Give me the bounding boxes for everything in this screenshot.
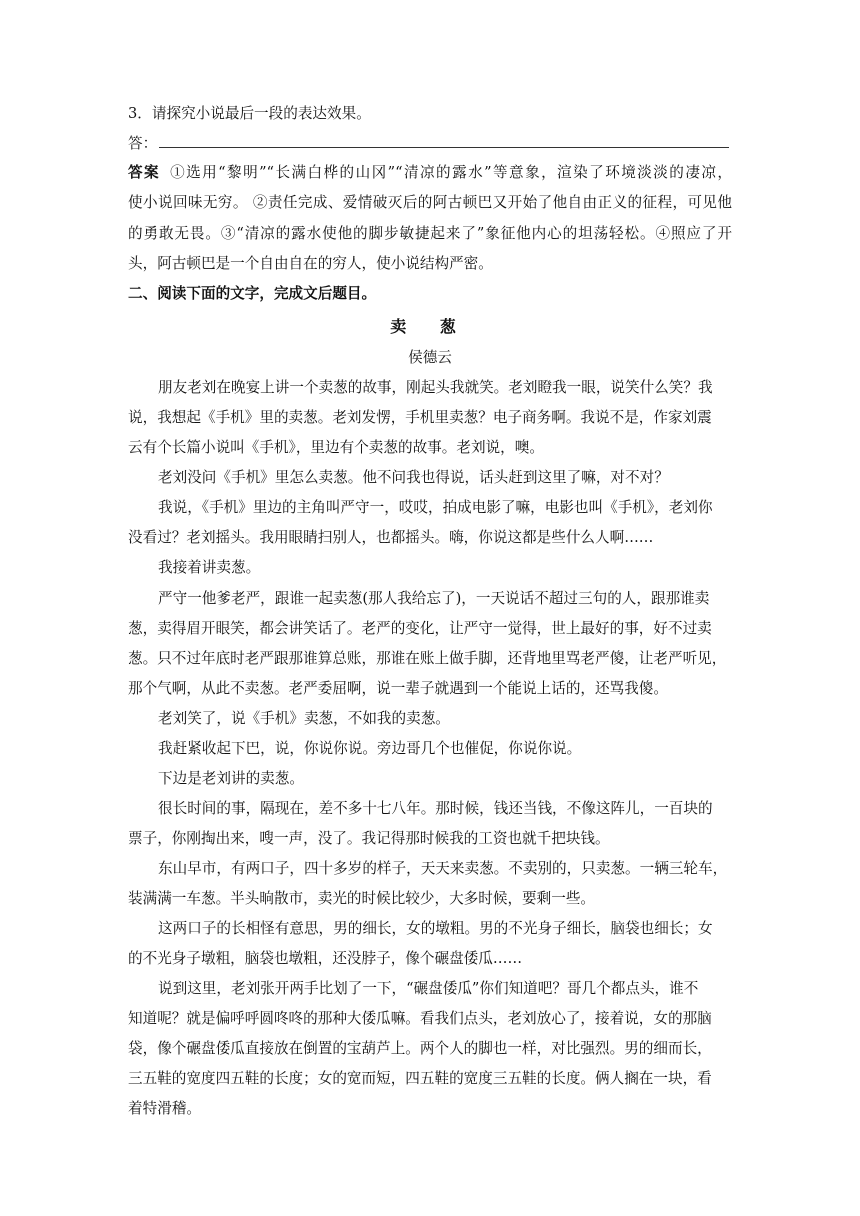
answer-line-2: 使小说回味无穷。 ②责任完成、爱情破灭后的阿古顿巴又开始了他自由正义的征程，可见他 bbox=[128, 194, 732, 211]
story-line: 老刘没问《手机》里怎么卖葱。他不问我也得说，话头赶到这里了嘛，对不对？ bbox=[158, 469, 669, 486]
story-line: 没看过？老刘摇头。我用眼睛扫别人，也都摇头。嗨，你说这都是些什么人啊…… bbox=[128, 529, 654, 546]
answer-label: 答案 bbox=[128, 164, 161, 181]
story-line: 很长时间的事，隔现在，差不多十七八年。那时候，钱还当钱，不像这阵儿，一百块的 bbox=[158, 800, 713, 817]
story-title: 卖 葱 bbox=[390, 317, 470, 336]
answer-text: ①选用“黎明”“长满白桦的山冈”“清凉的露水”等意象，渲染了环境淡淡的凄凉， bbox=[170, 164, 732, 181]
story-line: 那个气啊，从此不卖葱。老严委屈啊，说一辈子就遇到一个能说上话的，还骂我傻。 bbox=[128, 680, 668, 697]
answer-line-3: 的勇敢无畏。③“清凉的露水使他的脚步敏捷起来了”象征他内心的坦荡轻松。④照应了开 bbox=[128, 225, 732, 242]
answer-blank-underline bbox=[159, 135, 729, 148]
answer-prefix: 答： bbox=[128, 135, 158, 152]
story-line: 袋，像个碾盘倭瓜直接放在倒置的宝葫芦上。两个人的脚也一样，对比强烈。男的细而长， bbox=[128, 1040, 712, 1057]
story-line: 的不光身子墩粗，脑袋也墩粗，还没脖子，像个碾盘倭瓜…… bbox=[128, 950, 523, 967]
story-line: 下边是老刘讲的卖葱。 bbox=[158, 770, 304, 787]
story-line: 朋友老刘在晚宴上讲一个卖葱的故事，刚起头我就笑。老刘瞪我一眼，说笑什么笑？我 bbox=[158, 379, 713, 396]
section-heading: 二、阅读下面的文字，完成文后题目。 bbox=[128, 285, 377, 302]
story-line: 老刘笑了，说《手机》卖葱，不如我的卖葱。 bbox=[158, 710, 450, 727]
story-line: 我赶紧收起下巴，说，你说你说。旁边哥几个也催促，你说你说。 bbox=[158, 740, 582, 757]
answer-line-1 bbox=[128, 163, 732, 183]
story-line: 说，我想起《手机》里的卖葱。老刘发愣，手机里卖葱？电子商务啊。我说不是，作家刘震 bbox=[128, 409, 712, 426]
story-line: 东山早市，有两口子，四十多岁的样子，天天来卖葱。不卖别的，只卖葱。一辆三轮车， bbox=[158, 860, 728, 877]
story-line: 说到这里，老刘张开两手比划了一下，“碾盘倭瓜”你们知道吧？哥几个都点头，谁不 bbox=[158, 980, 699, 997]
story-line: 着特滑稽。 bbox=[128, 1100, 201, 1117]
question-3: 3．请探究小说最后一段的表达效果。 bbox=[128, 105, 371, 122]
story-line: 我说，《手机》里边的主角叫严守一，哎哎，拍成电影了嘛，电影也叫《手机》，老刘你 bbox=[158, 499, 713, 516]
answer-line-4: 头，阿古顿巴是一个自由自在的穷人，使小说结构严密。 bbox=[128, 255, 493, 272]
story-line: 票子，你刚掏出来，嗖一声，没了。我记得那时候我的工资也就千把块钱。 bbox=[128, 830, 610, 847]
story-line: 严守一他爹老严，跟谁一起卖葱(那人我给忘了)，一天说话不超过三句的人，跟那谁卖 bbox=[158, 590, 710, 607]
answer-field-line bbox=[128, 134, 748, 154]
story-line: 三五鞋的宽度四五鞋的长度；女的宽而短，四五鞋的宽度三五鞋的长度。俩人搁在一块，看 bbox=[128, 1070, 712, 1087]
story-line: 装满满一车葱。半头晌散市，卖光的时候比较少，大多时候，要剩一些。 bbox=[128, 890, 596, 907]
story-line: 云有个长篇小说叫《手机》，里边有个卖葱的故事。老刘说，噢。 bbox=[128, 439, 544, 456]
story-line: 我接着讲卖葱。 bbox=[158, 559, 261, 576]
story-author: 侯德云 bbox=[408, 349, 452, 366]
story-line: 葱。只不过年底时老严跟那谁算总账，那谁在账上做手脚，还背地里骂老严傻，让老严听见， bbox=[128, 650, 727, 667]
story-line: 知道呢？就是偏呼呼圆咚咚的那种大倭瓜嘛。看我们点头，老刘放心了，接着说，女的那脑 bbox=[128, 1010, 712, 1027]
story-line: 这两口子的长相怪有意思，男的细长，女的墩粗。男的不光身子细长，脑袋也细长；女 bbox=[158, 920, 713, 937]
story-line: 葱，卖得眉开眼笑，都会讲笑话了。老严的变化，让严守一觉得，世上最好的事，好不过卖 bbox=[128, 620, 712, 637]
